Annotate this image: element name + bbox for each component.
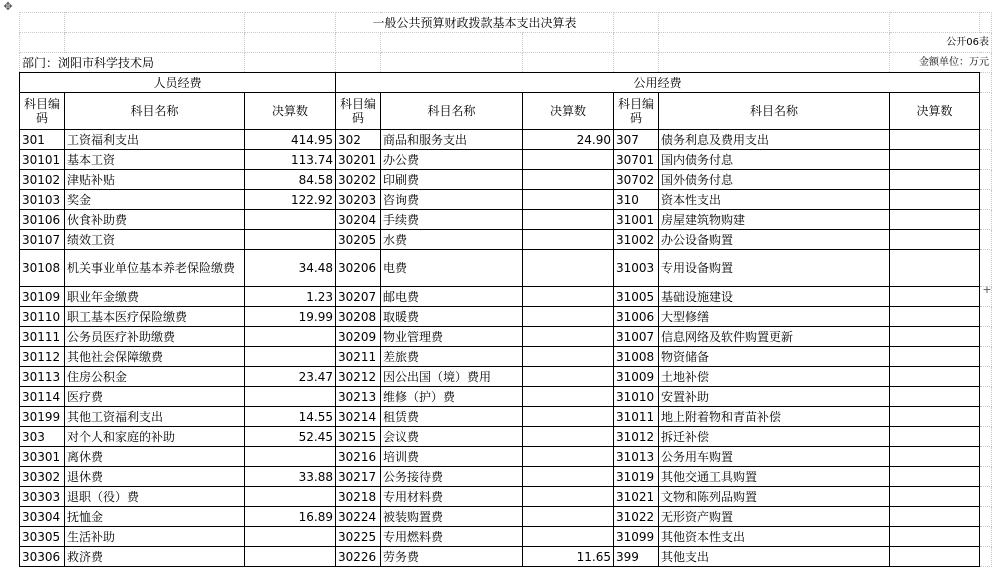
- cell-name: 电费: [381, 250, 523, 287]
- header-name: 科目名称: [381, 93, 523, 130]
- cell-amount: 23.47: [245, 367, 336, 387]
- table-row: [20, 387, 992, 407]
- cell-name: 文物和陈列品购置: [659, 487, 890, 507]
- table-row: [20, 130, 992, 150]
- cell-amount: [890, 327, 980, 347]
- cell-amount: [523, 210, 614, 230]
- header-amount: 决算数: [245, 93, 336, 130]
- cell-code: 31019: [614, 467, 659, 487]
- header-amount: 决算数: [890, 93, 980, 130]
- cell-name: 国外债务付息: [659, 170, 890, 190]
- cell-code: 302: [336, 130, 381, 150]
- cell-code: 30103: [20, 190, 65, 210]
- cell-name: 资本性支出: [659, 190, 890, 210]
- move-handle-icon[interactable]: ✥: [3, 0, 13, 13]
- department-label: 部门：浏阳市科学技术局: [20, 53, 245, 73]
- cell-name: 因公出国（境）费用: [381, 367, 523, 387]
- cell-name: 取暖费: [381, 307, 523, 327]
- cell-amount: [245, 347, 336, 367]
- cell-name: 机关事业单位基本养老保险缴费: [65, 250, 245, 287]
- cell-amount: [890, 307, 980, 327]
- section-personnel: 人员经费: [20, 73, 336, 93]
- cell-code: 30206: [336, 250, 381, 287]
- cell-name: 公务员医疗补助缴费: [65, 327, 245, 347]
- cell-amount: [523, 507, 614, 527]
- cell-amount: [890, 507, 980, 527]
- cell-name: 会议费: [381, 427, 523, 447]
- cell-code: 30301: [20, 447, 65, 467]
- cell-code: 30303: [20, 487, 65, 507]
- cell-name: 培训费: [381, 447, 523, 467]
- form-number: 公开06表: [890, 33, 992, 53]
- cell-name: 伙食补助费: [65, 210, 245, 230]
- cell-amount: [890, 170, 980, 190]
- cell-amount: 34.48: [245, 250, 336, 287]
- cell-amount: [890, 427, 980, 447]
- cell-name: 职工基本医疗保险缴费: [65, 307, 245, 327]
- cell-amount: 16.89: [245, 507, 336, 527]
- cell-amount: [890, 487, 980, 507]
- cell-code: 31007: [614, 327, 659, 347]
- cell-code: 30208: [336, 307, 381, 327]
- cell-name: 邮电费: [381, 287, 523, 307]
- cell-amount: [890, 347, 980, 367]
- cell-name: 公务接待费: [381, 467, 523, 487]
- header-code: 科目编码: [20, 93, 65, 130]
- cell-name: 手续费: [381, 210, 523, 230]
- cell-name: 办公设备购置: [659, 230, 890, 250]
- cell-code: 30217: [336, 467, 381, 487]
- cell-code: 31002: [614, 230, 659, 250]
- cell-code: 30226: [336, 547, 381, 567]
- cell-code: 310: [614, 190, 659, 210]
- cell-amount: [890, 447, 980, 467]
- cell-amount: [245, 487, 336, 507]
- cell-name: 工资福利支出: [65, 130, 245, 150]
- cell-amount: [245, 547, 336, 567]
- table-row: [20, 250, 992, 287]
- table-row: [20, 287, 992, 307]
- cell-amount: 84.58: [245, 170, 336, 190]
- cell-name: 抚恤金: [65, 507, 245, 527]
- cell-amount: 19.99: [245, 307, 336, 327]
- cell-code: 30213: [336, 387, 381, 407]
- cell-code: 301: [20, 130, 65, 150]
- cell-name: 信息网络及软件购置更新: [659, 327, 890, 347]
- add-column-icon[interactable]: +: [982, 283, 992, 296]
- table-row: [20, 367, 992, 387]
- cell-amount: [890, 190, 980, 210]
- cell-code: 30224: [336, 507, 381, 527]
- cell-name: 咨询费: [381, 190, 523, 210]
- cell-name: 国内债务付息: [659, 150, 890, 170]
- cell-amount: [523, 250, 614, 287]
- cell-amount: [523, 427, 614, 447]
- cell-name: 津贴补贴: [65, 170, 245, 190]
- cell-name: 办公费: [381, 150, 523, 170]
- cell-name: 专用设备购置: [659, 250, 890, 287]
- cell-name: 公务用车购置: [659, 447, 890, 467]
- cell-amount: [245, 387, 336, 407]
- cell-name: 地上附着物和青苗补偿: [659, 407, 890, 427]
- cell-amount: [523, 307, 614, 327]
- cell-code: 30108: [20, 250, 65, 287]
- cell-code: 30306: [20, 547, 65, 567]
- cell-amount: [890, 287, 980, 307]
- cell-code: 31021: [614, 487, 659, 507]
- cell-amount: [523, 407, 614, 427]
- expenditure-table: [19, 12, 992, 567]
- cell-code: 30199: [20, 407, 65, 427]
- cell-amount: [890, 407, 980, 427]
- cell-name: 基本工资: [65, 150, 245, 170]
- cell-name: 房屋建筑物购建: [659, 210, 890, 230]
- cell-code: 31012: [614, 427, 659, 447]
- cell-code: 31022: [614, 507, 659, 527]
- cell-name: 商品和服务支出: [381, 130, 523, 150]
- table-row: [20, 327, 992, 347]
- unit-label: 金额单位：万元: [890, 53, 992, 73]
- cell-name: 其他社会保障缴费: [65, 347, 245, 367]
- cell-code: 31008: [614, 347, 659, 367]
- cell-name: 物资储备: [659, 347, 890, 367]
- cell-code: 31005: [614, 287, 659, 307]
- cell-name: 水费: [381, 230, 523, 250]
- cell-name: 拆迁补偿: [659, 427, 890, 447]
- header-code: 科目编码: [336, 93, 381, 130]
- cell-amount: [245, 210, 336, 230]
- cell-name: 无形资产购置: [659, 507, 890, 527]
- cell-code: 30702: [614, 170, 659, 190]
- cell-amount: [523, 527, 614, 547]
- cell-name: 离休费: [65, 447, 245, 467]
- cell-name: 基础设施建设: [659, 287, 890, 307]
- cell-amount: [890, 547, 980, 567]
- cell-amount: [890, 230, 980, 250]
- cell-name: 印刷费: [381, 170, 523, 190]
- cell-amount: [890, 467, 980, 487]
- cell-name: 其他交通工具购置: [659, 467, 890, 487]
- cell-code: 30101: [20, 150, 65, 170]
- table-row: [20, 407, 992, 427]
- cell-amount: 33.88: [245, 467, 336, 487]
- cell-amount: 122.92: [245, 190, 336, 210]
- table-title: 一般公共预算财政拨款基本支出决算表: [336, 13, 614, 33]
- cell-amount: [523, 327, 614, 347]
- cell-amount: [245, 327, 336, 347]
- cell-name: 租赁费: [381, 407, 523, 427]
- cell-code: 30202: [336, 170, 381, 190]
- cell-amount: [890, 527, 980, 547]
- cell-code: 30107: [20, 230, 65, 250]
- cell-code: 31011: [614, 407, 659, 427]
- header-amount: 决算数: [523, 93, 614, 130]
- cell-code: 30218: [336, 487, 381, 507]
- cell-code: 399: [614, 547, 659, 567]
- cell-name: 土地补偿: [659, 367, 890, 387]
- table-row: [20, 527, 992, 547]
- cell-name: 绩效工资: [65, 230, 245, 250]
- header-name: 科目名称: [659, 93, 890, 130]
- cell-code: 30102: [20, 170, 65, 190]
- table-row: [20, 467, 992, 487]
- table-row: [20, 150, 992, 170]
- cell-amount: [245, 527, 336, 547]
- cell-amount: 1.23: [245, 287, 336, 307]
- cell-code: 30701: [614, 150, 659, 170]
- cell-code: 30304: [20, 507, 65, 527]
- cell-amount: [523, 230, 614, 250]
- cell-amount: [523, 150, 614, 170]
- cell-code: 30201: [336, 150, 381, 170]
- cell-amount: [523, 347, 614, 367]
- cell-code: 31003: [614, 250, 659, 287]
- cell-name: 生活补助: [65, 527, 245, 547]
- cell-code: 30302: [20, 467, 65, 487]
- cell-code: 30215: [336, 427, 381, 447]
- cell-amount: [523, 287, 614, 307]
- cell-amount: [890, 367, 980, 387]
- cell-code: 30225: [336, 527, 381, 547]
- cell-amount: [523, 367, 614, 387]
- cell-name: 职业年金缴费: [65, 287, 245, 307]
- cell-amount: [890, 387, 980, 407]
- header-name: 科目名称: [65, 93, 245, 130]
- table-row: [20, 507, 992, 527]
- cell-amount: 11.65: [523, 547, 614, 567]
- cell-amount: [523, 387, 614, 407]
- cell-code: 30305: [20, 527, 65, 547]
- cell-code: 30110: [20, 307, 65, 327]
- cell-code: 30207: [336, 287, 381, 307]
- cell-amount: [245, 230, 336, 250]
- header-code: 科目编码: [614, 93, 659, 130]
- cell-code: 31010: [614, 387, 659, 407]
- cell-code: 30109: [20, 287, 65, 307]
- cell-amount: [523, 467, 614, 487]
- cell-name: 大型修缮: [659, 307, 890, 327]
- table-row: [20, 307, 992, 327]
- cell-code: 31013: [614, 447, 659, 467]
- cell-name: 专用材料费: [381, 487, 523, 507]
- cell-code: 307: [614, 130, 659, 150]
- cell-name: 专用燃料费: [381, 527, 523, 547]
- table-row: [20, 170, 992, 190]
- cell-code: 30106: [20, 210, 65, 230]
- cell-code: 30113: [20, 367, 65, 387]
- cell-amount: [523, 190, 614, 210]
- cell-amount: [523, 487, 614, 507]
- table-row: [20, 190, 992, 210]
- cell-amount: 14.55: [245, 407, 336, 427]
- cell-name: 其他工资福利支出: [65, 407, 245, 427]
- cell-code: 31006: [614, 307, 659, 327]
- cell-name: 安置补助: [659, 387, 890, 407]
- cell-name: 住房公积金: [65, 367, 245, 387]
- cell-name: 其他资本性支出: [659, 527, 890, 547]
- section-public: 公用经费: [336, 73, 980, 93]
- cell-name: 退职（役）费: [65, 487, 245, 507]
- cell-name: 救济费: [65, 547, 245, 567]
- cell-amount: [890, 250, 980, 287]
- cell-name: 奖金: [65, 190, 245, 210]
- cell-amount: [523, 170, 614, 190]
- table-row: [20, 487, 992, 507]
- cell-name: 被装购置费: [381, 507, 523, 527]
- cell-code: 30114: [20, 387, 65, 407]
- cell-amount: 52.45: [245, 427, 336, 447]
- table-row: [20, 347, 992, 367]
- cell-amount: 414.95: [245, 130, 336, 150]
- cell-amount: 24.90: [523, 130, 614, 150]
- cell-code: 30212: [336, 367, 381, 387]
- cell-code: 30216: [336, 447, 381, 467]
- table-row: [20, 427, 992, 447]
- cell-code: 30214: [336, 407, 381, 427]
- table-row: [20, 230, 992, 250]
- cell-code: 31009: [614, 367, 659, 387]
- table-row: [20, 447, 992, 467]
- cell-name: 债务利息及费用支出: [659, 130, 890, 150]
- cell-code: 31001: [614, 210, 659, 230]
- cell-code: 30211: [336, 347, 381, 367]
- cell-code: 303: [20, 427, 65, 447]
- cell-code: 30204: [336, 210, 381, 230]
- cell-code: 30112: [20, 347, 65, 367]
- cell-amount: [890, 210, 980, 230]
- table-row: [20, 210, 992, 230]
- cell-amount: [890, 150, 980, 170]
- cell-name: 物业管理费: [381, 327, 523, 347]
- table-row: [20, 547, 992, 567]
- cell-code: 30205: [336, 230, 381, 250]
- cell-name: 退休费: [65, 467, 245, 487]
- cell-name: 对个人和家庭的补助: [65, 427, 245, 447]
- cell-name: 维修（护）费: [381, 387, 523, 407]
- cell-name: 其他支出: [659, 547, 890, 567]
- cell-amount: [890, 130, 980, 150]
- cell-name: 医疗费: [65, 387, 245, 407]
- cell-amount: [523, 447, 614, 467]
- cell-name: 差旅费: [381, 347, 523, 367]
- cell-code: 30111: [20, 327, 65, 347]
- cell-name: 劳务费: [381, 547, 523, 567]
- cell-amount: [245, 447, 336, 467]
- cell-code: 30209: [336, 327, 381, 347]
- cell-code: 30203: [336, 190, 381, 210]
- cell-code: 31099: [614, 527, 659, 547]
- cell-amount: 113.74: [245, 150, 336, 170]
